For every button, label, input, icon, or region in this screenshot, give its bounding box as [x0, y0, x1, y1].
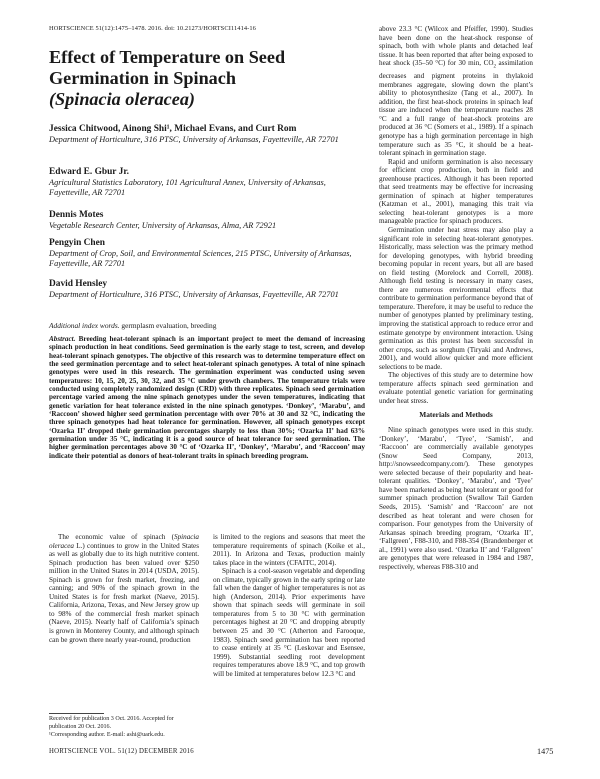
- text-run: assimilation decreases and pigment proteins in thylakoid membranes aggregate, slowing down the plant’s ability to photosynthesize (Tang et al., 2007). In addition, the first heat-shock proteins in spinach leaf tissue are induced when the temperature reaches 28 °C and a full range of heat-shock proteins are produced at 36 °C (Somers et al., 1989). If a spinach genotype has a high germination percentage in high temperature such as 35 °C, it should be a heat-tolerant spinach in germination stage.: [379, 59, 534, 158]
- contributor-affiliation: Vegetable Research Center, University of Arkansas, Alma, AR 72921: [49, 221, 277, 230]
- intro-paragraph-3: Rapid and uniform germination is also necessary for efficient crop production, both in field and greenhouse practices. Although it has been reported that seed treatments may be effective for increasing germination of spinach at higher temperatures (Katzman et al., 2001), managing this trait via selecting heat-tolerant genotypes is a more manageable practice for spinach producers.: [379, 157, 533, 226]
- journal-header: HORTSCIENCE 51(12):1475–1478. 2016. doi: 10.21273/HORTSCI11414-16: [49, 25, 256, 32]
- contributor-3: [49, 238, 359, 270]
- intro-paragraph-5: The objectives of this study are to determine how temperature affects spinach seed germination and evaluate potential genetic variation for germinating under heat stress.: [379, 371, 533, 405]
- title-line-2: Germination in Spinach: [49, 68, 236, 88]
- footnotes: [49, 716, 199, 741]
- intro-paragraph-4: Germination under heat stress may also play a significant role in selecting heat-tolerant genotypes. Historically, mass selection was the primary method for developing genotypes, with hybrid breeding becoming popular in recent years, but all are based on field testing (Morelock and Correll, 2008). Although field testing is necessary in many cases, there are numerous environmental effects that contribute to germination performance beyond that of temperature. Therefore, it may be useful to reduce the number of genotypes planted by preliminary testing, improving the statistical approach to reduce error and estimate genotype by environment interaction. Using germination as this protest has been successful in other crops, such as sorghum (Tiryaki and Andrews, 2001), and would allow quicker and more efficient selections to be made.: [379, 226, 533, 371]
- abstract: [49, 335, 365, 460]
- text-run: The economic value of spinach (: [58, 533, 174, 541]
- body-column-1: [49, 533, 199, 644]
- keywords: [49, 321, 359, 330]
- subscript: 2: [493, 64, 496, 70]
- author-names: Jessica Chitwood, Ainong Shi¹, Michael Evans, and Curt Rom: [49, 124, 297, 134]
- contributor-affiliation: Agricultural Statistics Laboratory, 101 Agricultural Annex, University of Arkansas, Fayetteville, AR 72701: [49, 178, 326, 198]
- body-column-3: [379, 25, 533, 571]
- text-run: above 23.3 °C (Wilcox and Pfeiffer, 1990). Studies have been done on the heat-shock response of spinach, both with whole plants and detached leaf tissue. It has been reported that after being exposed to heat shock (35–50 °C) for 30 min, CO: [379, 25, 533, 68]
- body-column-2: [213, 533, 365, 678]
- intro-paragraph-1-cont: is limited to the regions and seasons that meet the temperature requirements of spinach (Koike et al., 2011). In Arizona and Texas, production mainly takes place in the winters (CFAITC, 2014).: [213, 533, 365, 567]
- abstract-text: Breeding heat-tolerant spinach is an important project to meet the demand of increasing spinach production in heat conditions. Seed germination is the early stage to test, screen, and develop heat-tolerant spinach genotypes. The objective of this research was to determine temperature effect on the seed germination percentage and to select heat-tolerant spinach genotypes. A total of nine spinach genotypes were used in this research. The germination experiment was conducted using seven temperatures: 10, 15, 20, 25, 30, 32, and 35 °C under growth chambers. The temperature trials were conducted using completely randomized design (CRD) with three replicates. Spinach seed germination percentage varied among the nine spinach genotypes under the seven temperatures, indicating that genetic variation for heat tolerance existed in the nine spinach genotypes. ‘Donkey’, ‘Marabu’, and ‘Raccoon’ showed higher seed germination percentage with over 70% at 30 and 32 °C, indicating the three spinach genotypes had heat tolerance for germination. However, all spinach genotypes except ‘Ozarka II’ dropped their germination percentages sharply to less than 30%; ‘Ozarka II’ had 63% germination under 35 °C, indicating it is a good source of heat tolerance for seed germination. The higher germination percentages above 30 °C of ‘Ozarka II’, ‘Donkey’, ‘Marabu’, and ‘Raccoon’ may indicate their potential as donors of heat-tolerant traits in spinach breeding program.: [49, 335, 365, 460]
- contributor-name: David Hensley: [49, 279, 108, 289]
- article-title: [49, 47, 354, 110]
- page-number: 1475: [537, 747, 554, 756]
- intro-paragraph-1: [49, 533, 199, 644]
- title-line-3: (Spinacia oleracea): [49, 89, 195, 109]
- section-heading-methods: Materials and Methods: [419, 410, 493, 420]
- footer-journal: HORTSCIENCE VOL. 51(12) DECEMBER 2016: [49, 748, 194, 755]
- intro-paragraph-2: Spinach is a cool-season vegetable and depending on climate, typically grown in the early spring or late fall when the danger of higher temperatures is not as high (Anderson, 2014). Prior experiments have shown that spinach seeds will germinate in soil temperatures from 5 to 30 °C with germination percentages highest at 20 °C and dropping abruptly between 25 and 30 °C (Atherton and Farooque, 1983). Spinach seed germination has been reported to cease entirely at 35 °C (Leskovar and Esensee, 1999). Substantial seedling root development requires temperatures above 18.9 °C, and top growth will be limited at temperatures below 12.3 °C and: [213, 567, 365, 678]
- contributor-affiliation: Department of Crop, Soil, and Environmental Sciences, 215 PTSC, University of Arkansas, Fayetteville, AR 72701: [49, 249, 352, 269]
- title-line-1: Effect of Temperature on Seed: [49, 47, 286, 67]
- intro-paragraph-2-cont: [379, 25, 533, 158]
- contributor-2: [49, 210, 359, 231]
- text-run: L.) continues to grow in the United States as well as globally due to its high nutritive content. Spinach production has been valued over $250 million in the United States in 2014 (USDA, 2015). Spinach is grown for fresh market, freezing, and canning; and 90% of the spinach grown in the United States is for fresh market (Naeve, 2015). California, Arizona, Texas, and New Jersey grow up to 98% of the commercial fresh market spinach (Naeve, 2015). Nearly half of California’s spinach is grown in Monterey County, and although spinach can be grown there nearly year-round, production: [49, 541, 199, 644]
- contributor-name: Pengyin Chen: [49, 238, 105, 248]
- author-affiliation: Department of Horticulture, 316 PTSC, University of Arkansas, Fayetteville, AR 72701: [49, 135, 339, 144]
- abstract-label: Abstract.: [49, 335, 76, 343]
- keywords-text: germplasm evaluation, breeding: [121, 321, 217, 330]
- contributor-1: [49, 167, 359, 199]
- footnote-corresponding: ¹Corresponding author. E-mail: ashi@uark.edu.: [49, 732, 165, 739]
- species-name: Spinacia oleracea: [49, 533, 199, 550]
- author-block: [49, 124, 359, 145]
- footnote-divider: [49, 713, 104, 714]
- footnote-received: Received for publication 3 Oct. 2016. Accepted for publication 20 Oct. 2016.: [49, 716, 174, 730]
- keywords-label: Additional index words.: [49, 321, 120, 330]
- contributor-affiliation: Department of Horticulture, 316 PTSC, University of Arkansas, Fayetteville, AR 72701: [49, 290, 339, 299]
- contributor-4: [49, 279, 359, 300]
- contributor-name: Dennis Motes: [49, 210, 104, 220]
- contributor-name: Edward E. Gbur Jr.: [49, 167, 129, 177]
- methods-paragraph-1: Nine spinach genotypes were used in this study. ‘Donkey’, ‘Marabu’, ‘Tyee’, ‘Samish’, and ‘Raccoon’ are commercially available genotypes (Snow Seed Company, 2013, http://snowseedcompany.com/). These genotypes were selected because of their popularity and heat-tolerant qualities. ‘Donkey’, ‘Marabu’, and ‘Tyee’ have been marketed as being heat tolerant or good for summer spinach production (Swallow Tail Garden Seeds, 2015). ‘Samish’ and ‘Raccoon’ are not described as heat tolerant and were chosen for comparison. Four genotypes from the University of Arkansas spinach breeding program, ‘Ozarka II’, ‘Fallgreen’, F88-310, and F88-354 (Brandenberger et al., 1991) were also used. ‘Ozarka II’ and ‘Fallgreen’ are genotypes that were released in 1984 and 1987, respectively, whereas F88-310 and: [379, 426, 533, 571]
